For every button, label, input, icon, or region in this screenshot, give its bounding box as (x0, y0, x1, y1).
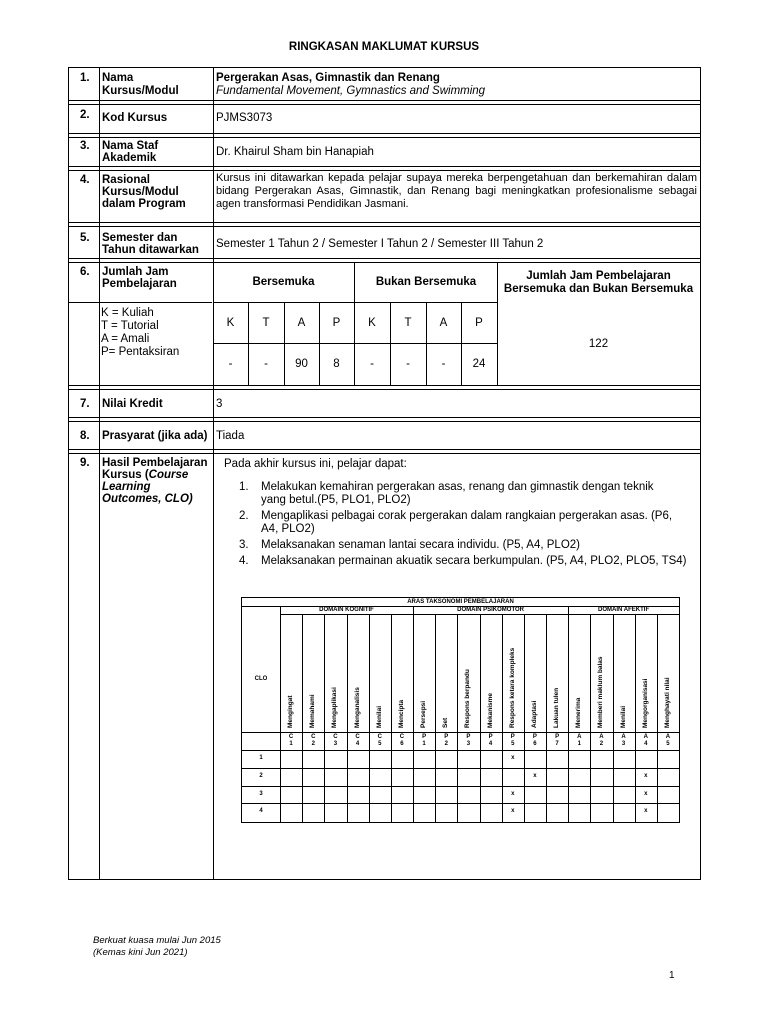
grid-line (546, 614, 547, 822)
row-6-label-2: Pembelajaran (102, 278, 177, 290)
taxonomy-table (241, 597, 680, 823)
grid-line (568, 606, 569, 822)
level-code: 1 (422, 741, 426, 747)
level-code: P (510, 734, 515, 740)
clo-item-text: Melaksanakan senaman lantai secara individu. (P5, A4, PLO2) (261, 539, 580, 551)
header-bersemuka: Bersemuka (252, 276, 315, 288)
level-code: A (577, 734, 582, 740)
grid-line (369, 614, 370, 822)
semester-offered: Semester 1 Tahun 2 / Semester I Tahun 2 / Semester III Tahun 2 (216, 238, 544, 250)
row-6-number: 6. (80, 266, 90, 278)
course-rationale: Kursus ini ditawarkan kepada pelajar supaya mereka berpengetahuan dan berkemahiran dalam bidang Pergerakan Asas, Gimnastik, dan Renang bagi meningkatkan profesionalisme sebagai agen transformasi Pendidikan Jasmani. (216, 172, 697, 210)
clo-mark: x (644, 808, 648, 814)
row-1-label-1: Nama (102, 72, 134, 84)
hours-col-value: 8 (333, 358, 340, 370)
level-label: Mengingat (287, 695, 295, 728)
course-name: Pergerakan Asas, Gimnastik dan Renang (216, 72, 440, 84)
level-label: Persepsi (420, 700, 428, 728)
row-7-number: 7. (80, 398, 90, 410)
clo-row-label: 4 (259, 808, 263, 814)
level-code: P (488, 734, 493, 740)
row-1-label-2: Kursus/Modul (102, 85, 179, 97)
hours-col-header: T (404, 317, 412, 329)
hours-col-header: A (439, 317, 448, 329)
clo-item-number: 4. (239, 555, 249, 567)
level-label: Menilai (619, 705, 627, 728)
grid-line (347, 614, 348, 822)
clo-header: CLO (254, 676, 268, 682)
level-code: 3 (466, 741, 471, 747)
clo-item-text: Melakukan kemahiran pergerakan asas, renang dan gimnastik dengan teknik (261, 481, 654, 493)
level-label: Menerima (575, 697, 583, 728)
hours-col-value: - (406, 358, 410, 370)
row-4-label-3: dalam Program (102, 198, 186, 210)
level-code: C (355, 734, 360, 740)
grid-line (524, 614, 525, 822)
grid-line (457, 614, 458, 822)
grid-line (413, 606, 414, 822)
grid-line (324, 614, 325, 822)
clo-item-number: 1. (239, 481, 249, 493)
level-label: Adaptasi (530, 700, 538, 728)
level-code: 6 (533, 741, 537, 747)
level-label: Respons ketara kompleks (508, 647, 516, 728)
legend-amali: A = Amali (101, 333, 150, 345)
row-3-label-2: Akademik (102, 152, 157, 164)
clo-mark: x (511, 791, 515, 797)
row-5-label-1: Semester dan (102, 232, 178, 244)
row-4-label-1: Rasional (102, 174, 150, 186)
level-code: P (422, 734, 427, 740)
legend-kuliah: K = Kuliah (101, 307, 154, 319)
level-code: 3 (333, 741, 338, 747)
row-3-label-1: Nama Staf (102, 140, 159, 152)
row-4-label-2: Kursus/Modul (102, 186, 179, 198)
level-code: P (555, 734, 560, 740)
clo-mark: x (511, 755, 515, 761)
level-code: 1 (577, 741, 581, 747)
level-label: Mencipta (397, 699, 405, 728)
row-6-label-1: Jumlah Jam (102, 266, 169, 278)
hours-col-value: - (264, 358, 268, 370)
row-9-number: 9. (80, 457, 90, 469)
level-label: Mengaplikasi (331, 687, 339, 728)
course-code: PJMS3073 (216, 112, 273, 124)
level-label: Memberi maklum balas (597, 656, 605, 728)
page-number: 1 (669, 970, 675, 981)
clo-item-text: Melaksanakan permainan akuatik secara berkumpulan. (P5, A4, PLO2, PLO5, TS4) (261, 555, 687, 567)
hours-col-value: - (370, 358, 374, 370)
level-code: A (599, 734, 604, 740)
taxonomy-header: ARAS TAKSONOMI PEMBELAJARAN (407, 599, 514, 605)
level-label: Mekanisme (486, 692, 494, 728)
level-label: Set (442, 717, 450, 728)
hours-col-header: P (332, 317, 341, 329)
level-code: C (377, 734, 382, 740)
legend-tutorial: T = Tutorial (101, 320, 159, 332)
level-code: P (532, 734, 537, 740)
level-label: Respons berpandu (464, 669, 472, 728)
level-code: 6 (400, 741, 404, 747)
clo-item-text: Mengaplikasi pelbagai corak pergerakan dalam rangkaian pergerakan asas. (P6, (261, 510, 673, 522)
legend-pentaksiran: P= Pentaksiran (101, 346, 180, 358)
hours-col-header: K (226, 317, 235, 329)
row-1-number: 1. (80, 72, 90, 84)
grid-line (391, 614, 392, 822)
hours-col-header: K (368, 317, 376, 329)
header-bukan-bersemuka: Bukan Bersemuka (375, 276, 477, 288)
clo-row-label: 3 (259, 791, 263, 797)
row-4-number: 4. (80, 174, 90, 186)
grid-line (480, 614, 481, 822)
domain-label: DOMAIN KOGNITIF (319, 607, 374, 613)
hours-col-header: A (297, 317, 306, 329)
footer-effective-date: Berkuat kuasa mulai Jun 2015 (93, 935, 221, 946)
level-code: 5 (666, 741, 670, 747)
row-5-label-2: Tahun ditawarkan (102, 244, 199, 256)
domain-label: DOMAIN PSIKOMOTOR (457, 607, 525, 613)
level-label: Memahami (309, 694, 317, 728)
clo-intro: Pada akhir kursus ini, pelajar dapat: (224, 458, 407, 470)
level-label: Menganalisis (353, 687, 361, 728)
level-code: A (621, 734, 626, 740)
course-name-english: Fundamental Movement, Gymnastics and Swimming (216, 85, 486, 97)
grid-line (280, 606, 281, 822)
row-8-label: Prasyarat (jika ada) (102, 430, 208, 442)
hours-col-value: - (228, 358, 233, 370)
hours-col-header: P (475, 317, 483, 329)
level-code: C (311, 734, 316, 740)
clo-item-text: A4, PLO2) (261, 523, 315, 535)
clo-mark: x (644, 773, 648, 779)
credit-value: 3 (216, 398, 223, 410)
prerequisite-value: Tiada (216, 430, 245, 442)
grid-line (590, 614, 591, 822)
grid-line (435, 614, 436, 822)
level-label: Menghayati nilai (663, 677, 671, 728)
total-hours-value: 122 (588, 338, 609, 350)
level-code: 3 (621, 741, 626, 747)
level-label: Lakuan tulen (553, 687, 561, 728)
level-code: C (399, 734, 405, 740)
level-code: 2 (311, 741, 315, 747)
clo-row-label: 1 (259, 755, 263, 761)
clo-item-number: 3. (239, 539, 249, 551)
row-8-number: 8. (80, 430, 90, 442)
clo-mark: x (511, 808, 515, 814)
document-title: RINGKASAN MAKLUMAT KURSUS (288, 41, 480, 53)
header-total-hours-1: Jumlah Jam Pembelajaran (526, 270, 671, 282)
level-code: C (288, 734, 294, 740)
hours-col-header: T (262, 317, 270, 329)
level-code: 7 (555, 741, 559, 747)
footer-updated-date: (Kemas kini Jun 2021) (93, 947, 188, 958)
level-code: 2 (444, 741, 448, 747)
row-2-number: 2. (80, 109, 90, 121)
clo-mark: x (644, 791, 648, 797)
row-9-label-4: Outcomes, CLO) (102, 493, 193, 505)
grid-line (613, 614, 614, 822)
level-code: 4 (644, 741, 648, 747)
level-code: A (643, 734, 648, 740)
level-code: 2 (599, 741, 604, 747)
domain-label: DOMAIN AFEKTIF (598, 607, 650, 613)
row-3-number: 3. (80, 140, 90, 152)
level-code: P (444, 734, 449, 740)
grid-line (657, 614, 658, 822)
row-9-label-1: Hasil Pembelajaran (102, 457, 208, 469)
grid-line (302, 614, 303, 822)
row-9-label-3: Learning (102, 481, 151, 493)
row-7-label: Nilai Kredit (102, 398, 163, 410)
header-total-hours-2: Bersemuka dan Bukan Bersemuka (503, 283, 694, 295)
level-code: P (466, 734, 471, 740)
level-code: 4 (355, 741, 360, 747)
level-label: Menilai (375, 705, 383, 728)
clo-item-text: yang betul.(P5, PLO1, PLO2) (261, 494, 411, 506)
clo-mark: x (533, 773, 537, 779)
level-code: C (333, 734, 338, 740)
hours-col-value: 90 (295, 358, 308, 370)
row-2-label: Kod Kursus (102, 112, 168, 124)
clo-row-label: 2 (259, 773, 263, 779)
clo-item-number: 2. (239, 510, 249, 522)
level-code: A (665, 734, 671, 740)
level-code: 1 (289, 741, 293, 747)
row-9-label-2: Kursus (Course (102, 469, 189, 481)
row-5-number: 5. (80, 232, 90, 244)
level-label: Mengorganisasi (641, 678, 649, 728)
academic-staff: Dr. Khairul Sham bin Hanapiah (216, 146, 374, 158)
hours-col-value: 24 (472, 358, 486, 370)
level-code: 4 (488, 741, 493, 747)
level-code: 5 (378, 741, 382, 747)
level-code: 5 (511, 741, 515, 747)
hours-col-value: - (441, 358, 446, 370)
